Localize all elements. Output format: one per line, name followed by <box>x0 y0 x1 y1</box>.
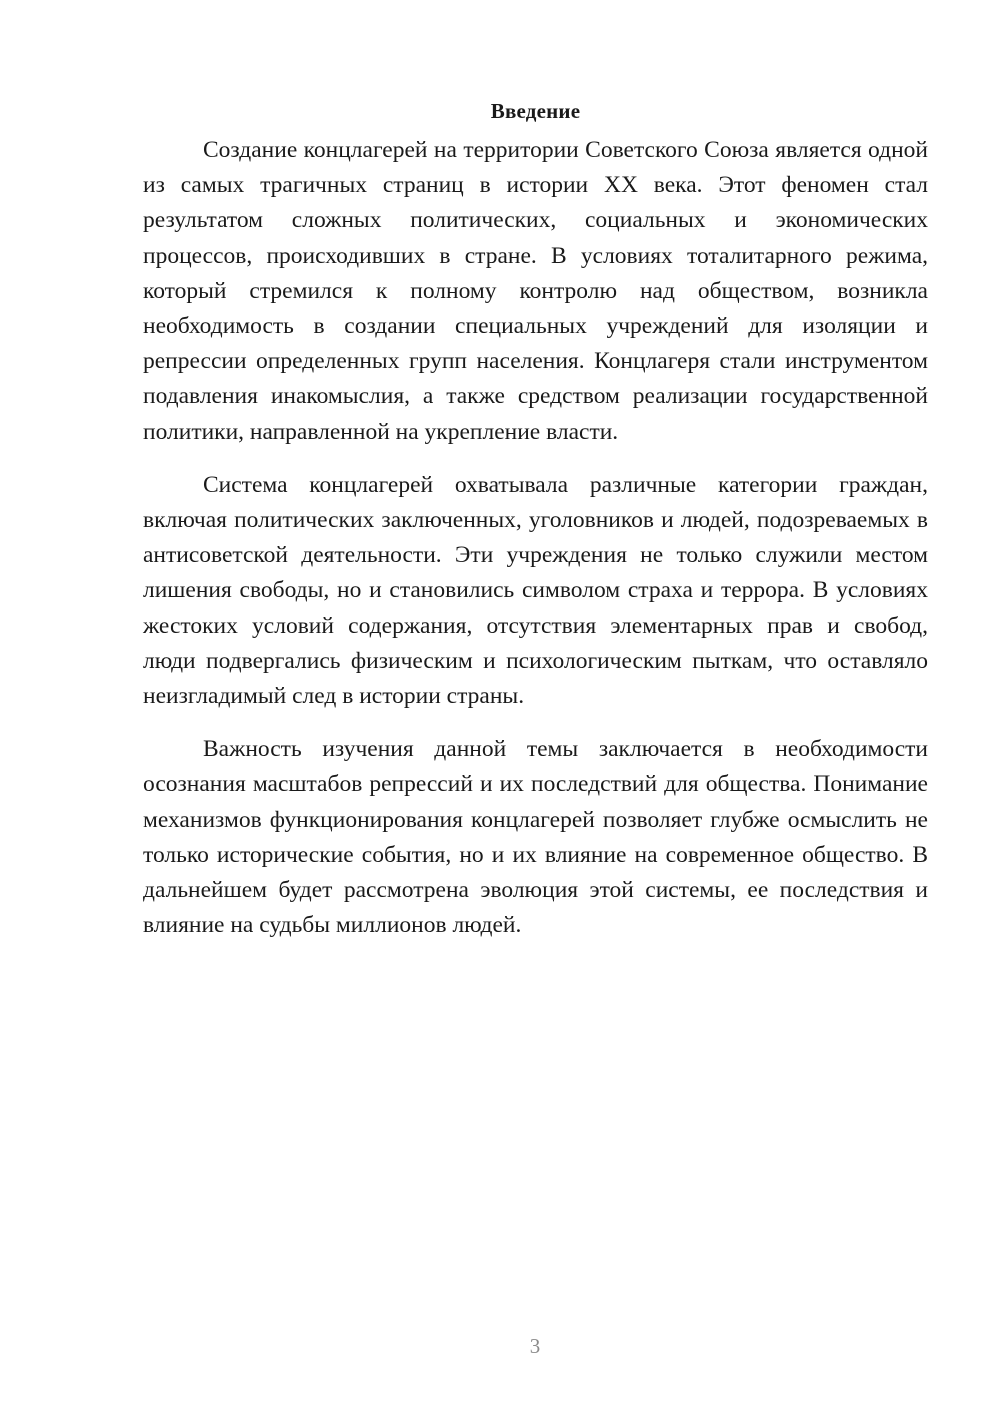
paragraph-3: Важность изучения данной темы заключается в необходимости осознания масштабов репрессий и их последствий для общества. Понимание механизмов функционирования концлагерей позволяет глубже осмыслить не только исторические события, но и их влияние на современное общество. В дальнейшем будет рассмотрена эволюция этой системы, ее последствия и влияние на судьбы миллионов людей. <box>143 736 928 939</box>
paragraph-2: Система концлагерей охватывала различные категории граждан, включая политических заключенных, уголовников и людей, подозреваемых в антисоветской деятельности. Эти учреждения не только служили местом лишения свободы, но и становились символом страха и террора. В условиях жестоких условий содержания, отсутствия элементарных прав и свобод, люди подвергались физическим и психологическим пыткам, что оставляло неизгладимый след в истории страны. <box>143 471 928 710</box>
paragraph-1: Создание концлагерей на территории Советского Союза является одной из самых трагичных страниц в истории XX века. Этот феномен стал результатом сложных политических, социальных и экономических процессов, происходивших в стране. В условиях тоталитарного режима, который стремился к полному контролю над обществом, возникла необходимость в создании специальных учреждений для изоляции и репрессии определенных групп населения. Концлагеря стали инструментом подавления инакомыслия, а также средством реализации государственной политики, направленной на укрепление власти. <box>143 137 928 445</box>
document-body <box>143 95 928 961</box>
page-number: 3 <box>529 1334 541 1358</box>
section-title: Введение <box>490 99 581 123</box>
